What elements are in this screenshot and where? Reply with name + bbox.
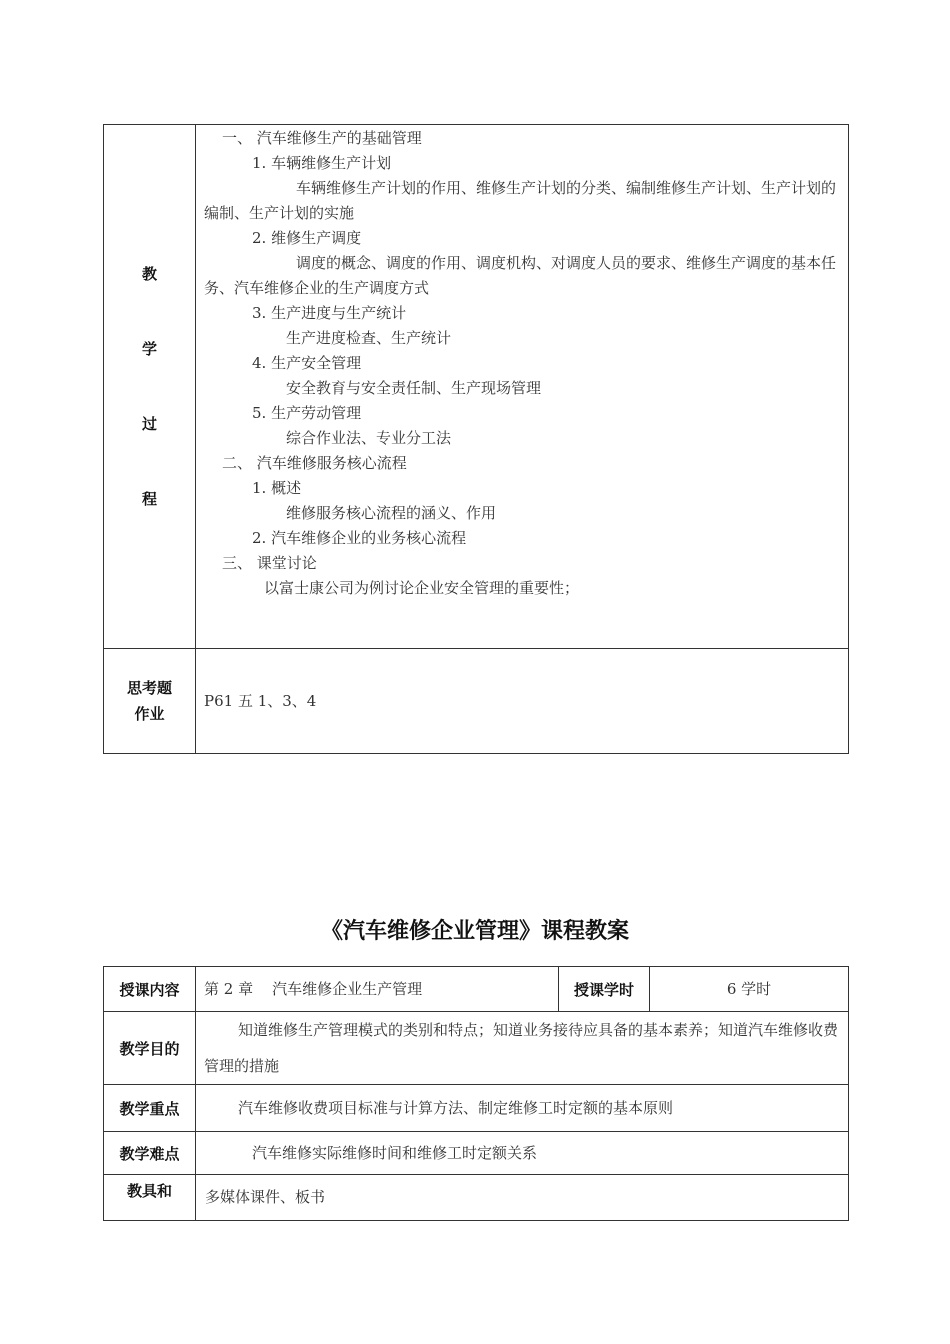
page-title: 《汽车维修企业管理》课程教案 [320, 919, 629, 944]
lesson-plan-table [103, 966, 849, 1221]
section-heading: 一、 汽车维修生产的基础管理 [222, 129, 422, 147]
process-content [196, 125, 849, 649]
subsection-detail: 综合作业法、专业分工法 [286, 429, 452, 447]
content-label: 授课内容 [104, 967, 196, 1012]
subsection-heading: 2. 汽车维修企业的业务核心流程 [252, 529, 467, 547]
homework-label-line: 思考题 [126, 679, 172, 697]
subsection-detail: 车辆维修生产计划的作用、维修生产计划的分类、编制维修生产计划、生产计划的编制、生产计划的实施 [204, 179, 837, 222]
subsection-heading: 5. 生产劳动管理 [252, 404, 362, 422]
subsection-detail: 调度的概念、调度的作用、调度机构、对调度人员的要求、维修生产调度的基本任务、汽车维修企业的生产调度方式 [204, 254, 837, 297]
process-label [104, 125, 196, 649]
homework-label [104, 649, 196, 754]
process-label-char: 过 [141, 414, 157, 433]
process-label-char: 程 [141, 489, 157, 508]
content-value: 第 2 章 汽车维修企业生产管理 [196, 967, 559, 1012]
difficulty-label: 教学难点 [104, 1132, 196, 1175]
objective-cell [196, 1012, 849, 1085]
subsection-heading: 3. 生产进度与生产统计 [252, 304, 407, 322]
section-heading: 三、 课堂讨论 [222, 554, 317, 572]
upper-lesson-table [103, 124, 849, 754]
process-label-char: 教 [141, 264, 157, 283]
hours-label: 授课学时 [559, 967, 650, 1012]
homework-value: P61 五 1、3、4 [196, 649, 849, 754]
subsection-detail: 维修服务核心流程的涵义、作用 [286, 504, 497, 522]
key-points-label: 教学重点 [104, 1085, 196, 1132]
subsection-heading: 4. 生产安全管理 [252, 354, 362, 372]
subsection-detail: 安全教育与安全责任制、生产现场管理 [286, 379, 542, 397]
subsection-detail: 生产进度检查、生产统计 [286, 329, 452, 347]
tools-value: 多媒体课件、板书 [196, 1175, 849, 1221]
subsection-heading: 2. 维修生产调度 [252, 229, 362, 247]
section-heading: 二、 汽车维修服务核心流程 [222, 454, 407, 472]
difficulty-value: 汽车维修实际维修时间和维修工时定额关系 [196, 1132, 849, 1175]
objective-label: 教学目的 [104, 1012, 196, 1085]
subsection-heading: 1. 车辆维修生产计划 [252, 154, 392, 172]
homework-label-line: 作业 [134, 705, 165, 723]
subsection-heading: 1. 概述 [252, 479, 302, 497]
tools-label: 教具和 [104, 1175, 196, 1221]
hours-value: 6 学时 [650, 967, 849, 1012]
process-label-char: 学 [141, 339, 157, 358]
section-detail: 以富士康公司为例讨论企业安全管理的重要性； [264, 579, 580, 597]
key-points-value: 汽车维修收费项目标准与计算方法、制定维修工时定额的基本原则 [196, 1085, 849, 1132]
objective-value: 知道维修生产管理模式的类别和特点；知道业务接待应具备的基本素养；知道汽车维修收费管理的措施 [204, 1021, 839, 1075]
